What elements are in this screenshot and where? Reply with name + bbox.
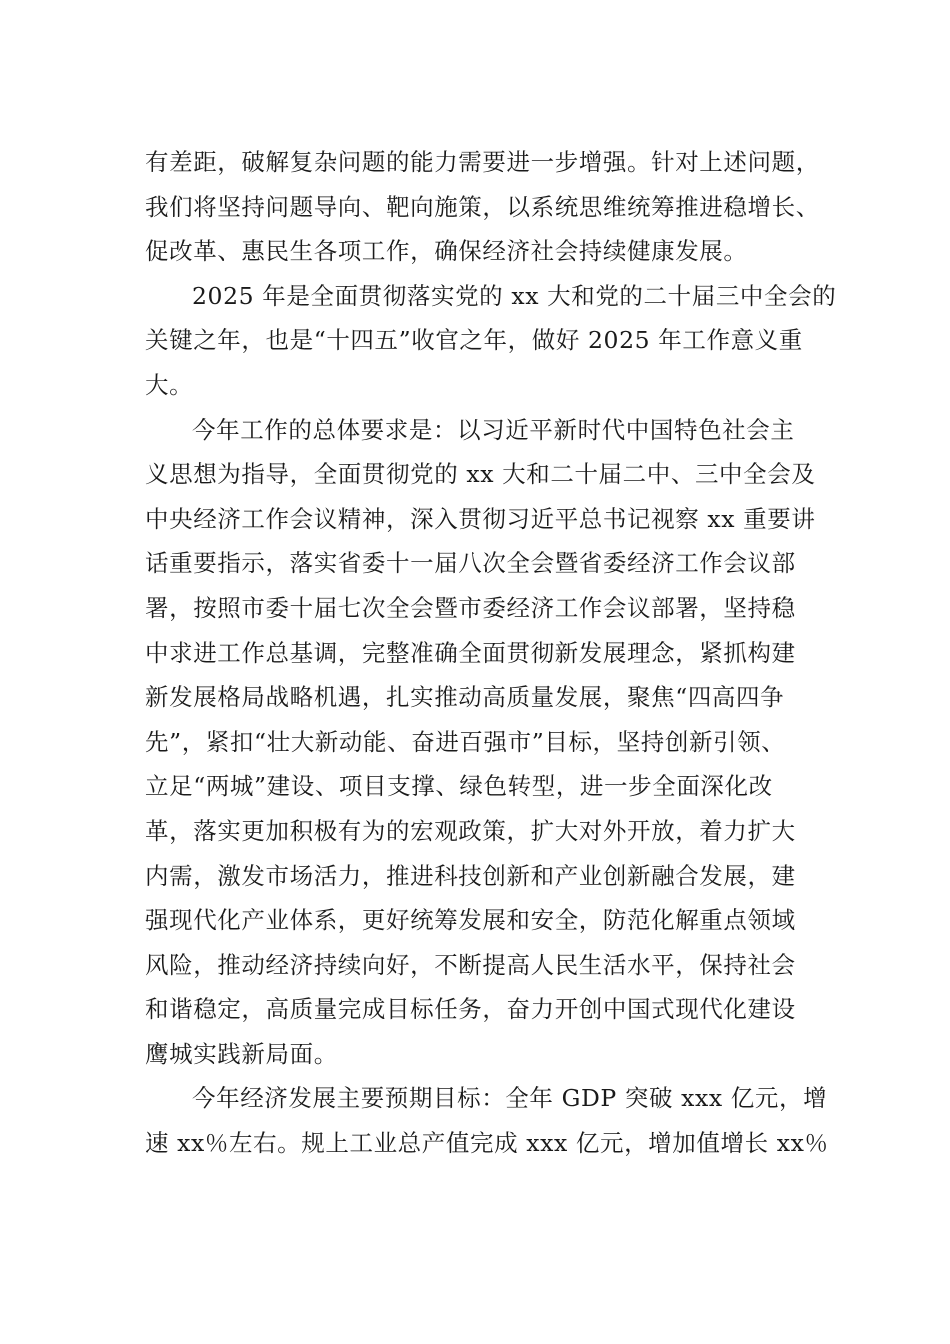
paragraph-line: 速 xx％左右。规上工业总产值完成 xxx 亿元，增加值增长 xx％ [145, 1129, 829, 1158]
paragraph-3 [145, 408, 816, 1077]
paragraph-2 [145, 274, 837, 408]
paragraph-line: 署，按照市委十届七次全会暨市委经济工作会议部署，坚持稳 [145, 593, 796, 622]
paragraph-line: 新发展格局战略机遇，扎实推动高质量发展，聚焦“四高四争 [145, 683, 785, 712]
paragraph-line: 今年经济发展主要预期目标：全年 GDP 突破 xxx 亿元，增 [192, 1084, 828, 1113]
paragraph-line: 2025 年是全面贯彻落实党的 xx 大和党的二十届三中全会的 [192, 281, 837, 310]
paragraph-line: 中央经济工作会议精神，深入贯彻习近平总书记视察 xx 重要讲 [145, 504, 816, 533]
paragraph-line: 立足“两城”建设、项目支撑、绿色转型，进一步全面深化改 [145, 772, 773, 801]
paragraph-line: 内需，激发市场活力，推进科技创新和产业创新融合发展，建 [145, 861, 796, 890]
paragraph-line: 革，落实更加积极有为的宏观政策，扩大对外开放，着力扩大 [145, 816, 796, 845]
paragraph-line: 鹰城实践新局面。 [145, 1039, 338, 1068]
paragraph-line: 有差距，破解复杂问题的能力需要进一步增强。针对上述问题， [145, 148, 820, 176]
paragraph-line: 大。 [145, 370, 194, 399]
paragraph-line: 关键之年，也是“十四五”收官之年，做好 2025 年工作意义重 [145, 326, 803, 355]
paragraph-line: 风险，推动经济持续向好，不断提高人民生活水平，保持社会 [145, 950, 796, 979]
paragraph-line: 促改革、惠民生各项工作，确保经济社会持续健康发展。 [145, 237, 748, 266]
paragraph-line: 今年工作的总体要求是：以习近平新时代中国特色社会主 [192, 415, 795, 444]
paragraph-line: 我们将坚持问题导向、靶向施策，以系统思维统筹推进稳增长、 [145, 192, 820, 221]
document-body [145, 140, 837, 1166]
paragraph-line: 强现代化产业体系，更好统筹发展和安全，防范化解重点领域 [145, 906, 796, 935]
paragraph-line: 和谐稳定，高质量完成目标任务，奋力开创中国式现代化建设 [145, 995, 796, 1024]
paragraph-line: 话重要指示，落实省委十一届八次全会暨省委经济工作会议部 [145, 549, 796, 578]
paragraph-line: 义思想为指导，全面贯彻党的 xx 大和二十届二中、三中全会及 [145, 460, 816, 489]
paragraph-line: 中求进工作总基调，完整准确全面贯彻新发展理念，紧抓构建 [145, 638, 796, 667]
paragraph-4 [145, 1076, 829, 1165]
paragraph-1 [145, 140, 820, 274]
paragraph-line: 先”，紧扣“壮大新动能、奋进百强市”目标，坚持创新引领、 [145, 727, 786, 756]
